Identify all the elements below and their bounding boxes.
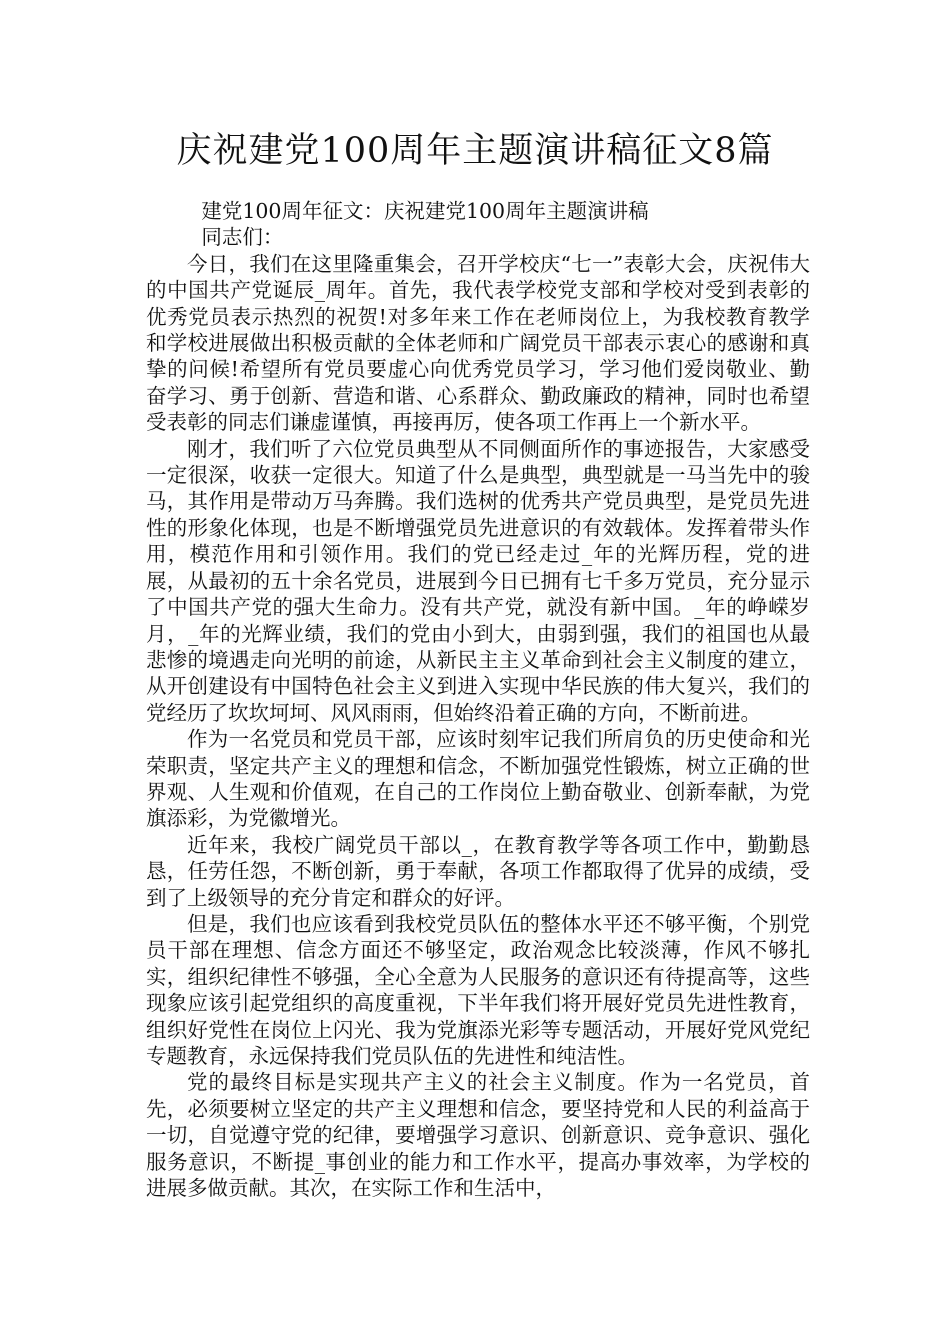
document-body xyxy=(146,198,810,1201)
document-title: 庆祝建党100周年主题演讲稿征文8篇 xyxy=(176,131,774,171)
paragraph-4: 近年来，我校广阔党员干部以_，在教育教学等各项工作中，勤勤恳恳，任劳任怨，不断创新，勇于奉献，各项工作都取得了优异的成绩，受到了上级领导的充分肯定和群众的好评。 xyxy=(146,832,810,910)
paragraph-1: 今日，我们在这里隆重集会，召开学校庆“七一”表彰大会，庆祝伟大的中国共产党诞辰_周年。首先，我代表学校党支部和学校对受到表彰的优秀党员表示热烈的祝贺!对多年来工作在老师岗位上，为我校教育教学和学校进展做出积极贡献的全体老师和广阔党员干部表示衷心的感谢和真挚的问候!希望所有党员要虚心向优秀党员学习，学习他们爱岗敬业、勤奋学习、勇于创新、营造和谐、心系群众、勤政廉政的精神，同时也希望受表彰的同志们谦虚谨慎，再接再厉，使各项工作再上一个新水平。 xyxy=(146,251,810,435)
paragraph-2: 刚才，我们听了六位党员典型从不同侧面所作的事迹报告，大家感受一定很深，收获一定很大。知道了什么是典型，典型就是一马当先中的骏马，其作用是带动万马奔腾。我们选树的优秀共产党员典型，是党员先进性的形象化体现，也是不断增强党员先进意识的有效载体。发挥着带头作用，模范作用和引领作用。我们的党已经走过_年的光辉历程，党的进展，从最初的五十余名党员，进展到今日已拥有七千多万党员，充分显示了中国共产党的强大生命力。没有共产党，就没有新中国。_年的峥嵘岁月，_年的光辉业绩，我们的党由小到大，由弱到强，我们的祖国也从最悲惨的境遇走向光明的前途，从新民主主义革命到社会主义制度的建立，从开创建设有中国特色社会主义到进入实现中华民族的伟大复兴，我们的党经历了坎坎坷坷、风风雨雨，但始终沿着正确的方向，不断前进。 xyxy=(146,436,810,725)
paragraph-5: 但是，我们也应该看到我校党员队伍的整体水平还不够平衡，个别党员干部在理想、信念方面还不够坚定，政治观念比较淡薄，作风不够扎实，组织纪律性不够强，全心全意为人民服务的意识还有待提高等，这些现象应该引起党组织的高度重视，下半年我们将开展好党员先进性教育，组织好党性在岗位上闪光、我为党旗添光彩等专题活动，开展好党风党纪专题教育，永远保持我们党员队伍的先进性和纯洁性。 xyxy=(146,911,810,1068)
document-subtitle: 建党100周年征文：庆祝建党100周年主题演讲稿 xyxy=(201,199,649,223)
salutation: 同志们： xyxy=(201,225,284,250)
paragraph-3: 作为一名党员和党员干部，应该时刻牢记我们所肩负的历史使命和光荣职责，坚定共产主义的理想和信念，不断加强党性锻炼，树立正确的世界观、人生观和价值观，在自己的工作岗位上勤奋敬业、创新奉献，为党旗添彩，为党徽增光。 xyxy=(146,727,810,831)
paragraph-6: 党的最终目标是实现共产主义的社会主义制度。作为一名党员，首先，必须要树立坚定的共产主义理想和信念，要坚持党和人民的利益高于一切，自觉遵守党的纪律，要增强学习意识、创新意识、竞争意识、强化服务意识，不断提_事创业的能力和工作水平，提高办事效率，为学校的进展多做贡献。其次，在实际工作和生活中， xyxy=(146,1070,810,1201)
